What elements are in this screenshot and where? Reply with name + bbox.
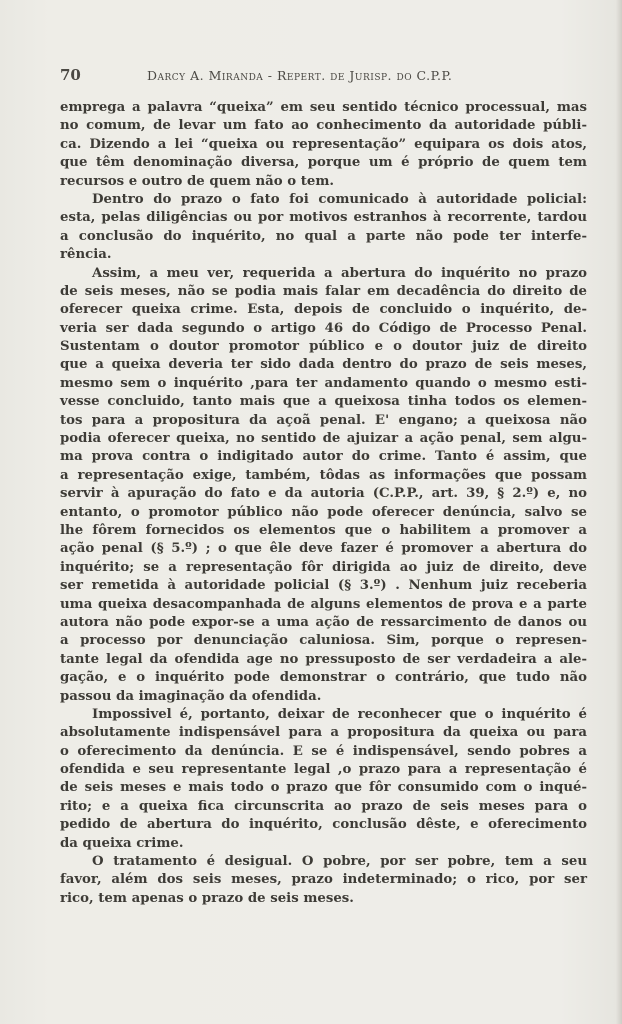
text-line: lhe fôrem fornecidos os elementos que o habilitem a promover a [60, 522, 587, 538]
text-line: de seis meses, não se podia mais falar em decadência do direito de [60, 283, 587, 299]
text-line: recursos e outro de quem não o tem. [60, 173, 335, 189]
text-line: rico, tem apenas o prazo de seis meses. [60, 890, 354, 906]
text-line: Sustentam o doutor promotor público e o doutor juiz de direito [60, 339, 587, 355]
text-line: vesse concluido, tanto mais que a queixosa tinha todos os elemen- [60, 394, 587, 410]
text-line: a representação exige, também, tôdas as informações que possam [60, 467, 587, 483]
text-line: no comum, de levar um fato ao conhecimento da autoridade públi- [60, 118, 587, 134]
text-line: autora não pode expor-se a uma ação de ressarcimento de danos ou [60, 614, 587, 630]
text-line: ma prova contra o indigitado autor do crime. Tanto é assim, que [60, 449, 587, 465]
text-line: tante legal da ofendida age no pressuposto de ser verdadeira a ale- [60, 651, 587, 667]
text-line: a processo por denunciação caluniosa. Sim, porque o represen- [60, 633, 587, 649]
text-line: ser remetida à autoridade policial (§ 3.º) . Nenhum juiz receberia [60, 578, 587, 594]
text-line: podia oferecer queixa, no sentido de ajuizar a ação penal, sem algu- [60, 431, 587, 447]
text-line: veria ser dada segundo o artigo 46 do Código de Processo Penal. [60, 320, 587, 336]
text-line: uma queixa desacompanhada de alguns elementos de prova e a parte [60, 596, 587, 612]
text-line: servir à apuração do fato e da autoria (C.P.P., art. 39, § 2.º) e, no [60, 486, 587, 502]
body-text [60, 99, 587, 908]
text-line: que têm denominação diversa, porque um é próprio de quem tem [60, 155, 587, 171]
text-line: absolutamente indispensável para a propositura da queixa ou para [60, 725, 587, 741]
text-line: ca. Dizendo a lei “queixa ou representação” equipara os dois atos, [60, 136, 587, 152]
running-head [60, 66, 560, 86]
text-line: emprega a palavra “queixa” em seu sentido técnico processual, mas [60, 100, 587, 115]
text-line: Impossivel é, portanto, deixar de reconhecer que o inquérito é [92, 706, 587, 722]
text-line: entanto, o promotor público não pode oferecer denúncia, salvo se [60, 504, 587, 520]
text-line: oferecer queixa crime. Esta, depois de concluido o inquérito, de- [60, 302, 587, 318]
text-line: tos para a propositura da açoã penal. E' engano; a queixosa não [60, 412, 587, 428]
text-line: ação penal (§ 5.º) ; o que êle deve fazer é promover a abertura do [60, 541, 587, 557]
text-line: que a queixa deveria ter sido dada dentro do prazo de seis meses, [60, 357, 587, 373]
text-line: Dentro do prazo o fato foi comunicado à autoridade policial: [92, 191, 587, 207]
text-line: o oferecimento da denúncia. E se é indispensável, sendo pobres a [60, 743, 587, 759]
text-line: pedido de abertura do inquérito, conclusão dêste, e oferecimento [60, 817, 587, 833]
text-line: passou da imaginação da ofendida. [60, 688, 322, 704]
text-line: a conclusão do inquérito, no qual a parte não pode ter interfe- [60, 228, 587, 244]
paragraph [60, 706, 587, 853]
paragraph [60, 99, 587, 191]
text-line: gação, e o inquérito pode demonstrar o contrário, que tudo não [60, 670, 587, 686]
text-line: esta, pelas diligências ou por motivos estranhos à recorrente, tardou [60, 210, 587, 226]
text-line: Assim, a meu ver, requerida a abertura do inquérito no prazo [92, 265, 587, 281]
text-line: O tratamento é desigual. O pobre, por ser pobre, tem a seu [92, 854, 587, 870]
text-line: da queixa crime. [60, 835, 184, 851]
paragraph [60, 853, 587, 908]
text-line: ofendida e seu representante legal ,o prazo para a representação é [60, 762, 587, 778]
paragraph [60, 265, 587, 706]
text-line: de seis meses e mais todo o prazo que fôr consumido com o inqué- [60, 780, 587, 796]
paragraph [60, 191, 587, 265]
text-line: rito; e a queixa fica circunscrita ao prazo de seis meses para o [60, 798, 587, 814]
text-line: rência. [60, 247, 112, 263]
text-line: inquérito; se a representação fôr dirigida ao juiz de direito, deve [60, 559, 587, 575]
running-head-title: Darcy A. Miranda - Repert. de Jurisp. do C.P.P. [147, 68, 453, 83]
text-line: favor, além dos seis meses, prazo indeterminado; o rico, por ser [60, 872, 587, 888]
page-number: 70 [60, 66, 81, 84]
text-line: mesmo sem o inquérito ,para ter andamento quando o mesmo esti- [60, 375, 587, 391]
